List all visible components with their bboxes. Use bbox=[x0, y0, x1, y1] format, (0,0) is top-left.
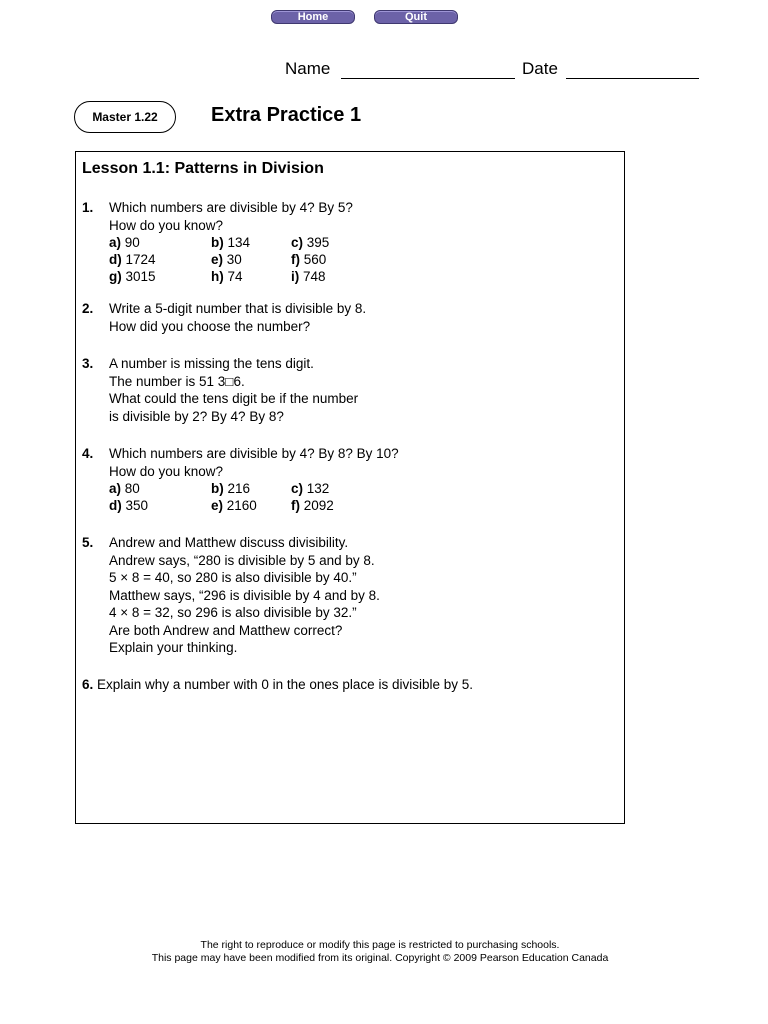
option-letter: f) bbox=[291, 498, 300, 513]
option-letter: e) bbox=[211, 252, 224, 267]
question-text bbox=[109, 445, 399, 480]
option-letter: b) bbox=[211, 235, 224, 250]
footer-copyright: This page may have been modified from its original. Copyright © 2009 Pearson Education Canada bbox=[151, 952, 609, 964]
option bbox=[211, 268, 243, 286]
option-letter: f) bbox=[291, 252, 300, 267]
home-button[interactable]: Home bbox=[271, 10, 355, 24]
option-value: 80 bbox=[124, 481, 140, 496]
option-value: 748 bbox=[303, 269, 326, 284]
question-line: How do you know? bbox=[109, 217, 224, 233]
option bbox=[109, 251, 156, 269]
option-value: 350 bbox=[125, 498, 149, 513]
option-value: 395 bbox=[306, 235, 330, 250]
question-text bbox=[109, 199, 353, 234]
option-value: 560 bbox=[303, 252, 327, 267]
option bbox=[291, 251, 326, 269]
question-line: The number is 51 3□6. bbox=[109, 373, 245, 389]
question-line: Which numbers are divisible by 4? By 5? bbox=[109, 200, 353, 215]
practice-box bbox=[75, 151, 625, 824]
page-title: Extra Practice 1 bbox=[211, 104, 362, 126]
question-line: is divisible by 2? By 4? By 8? bbox=[109, 408, 284, 424]
question-line: Matthew says, “296 is divisible by 4 and by 8. bbox=[109, 587, 380, 603]
name-field-line[interactable] bbox=[341, 78, 515, 79]
option bbox=[211, 480, 250, 498]
master-badge: Master 1.22 bbox=[74, 101, 176, 133]
question-number: 2. bbox=[82, 301, 94, 316]
question-line: What could the tens digit be if the number bbox=[109, 391, 359, 406]
option bbox=[291, 480, 329, 498]
option-value: 90 bbox=[124, 235, 140, 250]
footer-rights: The right to reproduce or modify this page is restricted to purchasing schools. bbox=[200, 939, 560, 951]
lesson-title: Lesson 1.1: Patterns in Division bbox=[82, 160, 324, 177]
option-letter: a) bbox=[109, 235, 122, 250]
question-number: 5. bbox=[82, 535, 94, 550]
question-text bbox=[109, 355, 358, 425]
option bbox=[291, 497, 334, 515]
option-letter: e) bbox=[211, 498, 224, 513]
option-value: 74 bbox=[227, 269, 243, 284]
question-number: 3. bbox=[82, 356, 94, 371]
question-line: A number is missing the tens digit. bbox=[109, 356, 314, 371]
question-line: Which numbers are divisible by 4? By 8? By 10? bbox=[109, 446, 399, 461]
question-text bbox=[109, 300, 366, 335]
question-text bbox=[109, 534, 380, 657]
date-label: Date bbox=[522, 59, 558, 78]
option-letter: c) bbox=[291, 235, 304, 250]
question-line: Andrew and Matthew discuss divisibility. bbox=[109, 535, 349, 550]
question-number: 1. bbox=[82, 200, 94, 215]
option-letter: d) bbox=[109, 252, 122, 267]
option-letter: g) bbox=[109, 269, 122, 284]
option-letter: c) bbox=[291, 481, 304, 496]
question-line: How do you know? bbox=[109, 463, 224, 479]
question-number: 4. bbox=[82, 446, 94, 461]
question-line: How did you choose the number? bbox=[109, 318, 311, 334]
question-6 bbox=[82, 677, 473, 692]
option-value: 1724 bbox=[125, 252, 156, 267]
option-value: 3015 bbox=[125, 269, 156, 284]
question-line: Write a 5-digit number that is divisible by 8. bbox=[109, 301, 367, 316]
question-text: Explain why a number with 0 in the ones place is divisible by 5. bbox=[97, 677, 473, 692]
option-value: 134 bbox=[227, 235, 251, 250]
question-line: Are both Andrew and Matthew correct? bbox=[109, 622, 343, 638]
option-letter: i) bbox=[291, 269, 300, 284]
option bbox=[109, 480, 140, 498]
option bbox=[211, 234, 250, 252]
option-value: 132 bbox=[306, 481, 330, 496]
option-letter: b) bbox=[211, 481, 224, 496]
quit-button[interactable]: Quit bbox=[374, 10, 458, 24]
option-value: 30 bbox=[226, 252, 242, 267]
option bbox=[291, 268, 326, 286]
name-label: Name bbox=[285, 59, 331, 78]
option-letter: h) bbox=[211, 269, 224, 284]
question-number: 6. bbox=[82, 677, 94, 692]
date-field-line[interactable] bbox=[566, 78, 699, 79]
option-letter: d) bbox=[109, 498, 122, 513]
option bbox=[109, 268, 156, 286]
option bbox=[291, 234, 329, 252]
option bbox=[211, 251, 242, 269]
question-line: Explain your thinking. bbox=[109, 640, 238, 655]
option bbox=[211, 497, 257, 515]
option-value: 2092 bbox=[303, 498, 334, 513]
option bbox=[109, 497, 148, 515]
question-line: Andrew says, “280 is divisible by 5 and by 8. bbox=[109, 552, 375, 568]
option-value: 2160 bbox=[226, 498, 257, 513]
option-letter: a) bbox=[109, 481, 122, 496]
question-line: 5 × 8 = 40, so 280 is also divisible by 40.” bbox=[109, 570, 357, 585]
option-value: 216 bbox=[227, 481, 251, 496]
question-line: 4 × 8 = 32, so 296 is also divisible by 32.” bbox=[109, 605, 357, 620]
option bbox=[109, 234, 140, 252]
